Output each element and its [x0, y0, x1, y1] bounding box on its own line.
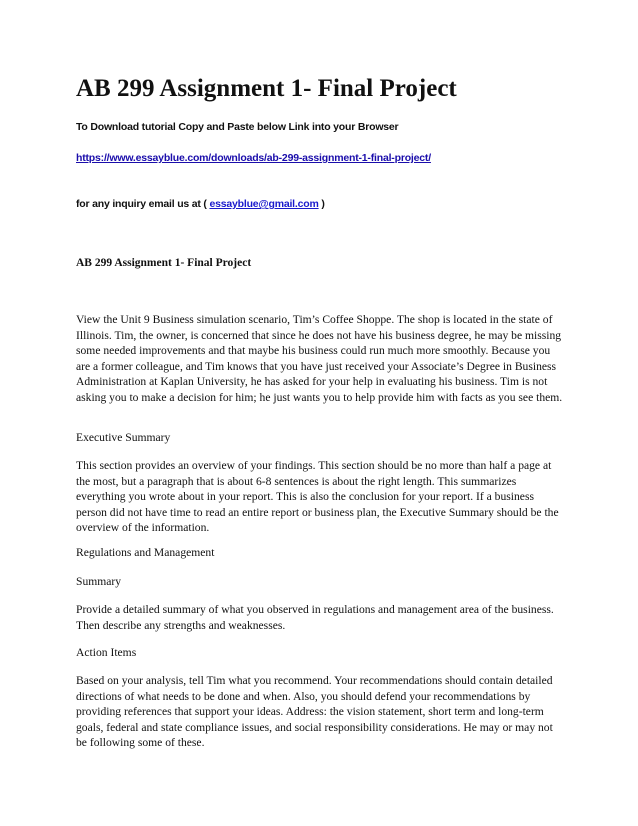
download-link[interactable]: https://www.essayblue.com/downloads/ab-299-assignment-1-final-project/: [76, 152, 431, 164]
inquiry-line: [76, 197, 325, 211]
heading-regulations-management: Regulations and Management: [76, 546, 215, 559]
intro-paragraph: View the Unit 9 Business simulation scenario, Tim’s Coffee Shoppe. The shop is located in the state of Illinois. Tim, the owner, is concerned that since he does not have his business degree, he may be missing some needed improvements and that maybe his business could run much more smoothly. Because you are a former colleague, and Tim knows that you have just received your Associate’s Degree in Business Administration at Kaplan University, he has asked for your help in evaluating his business. Tim is not asking you to make a decision for him; he just wants you to help provide him with facts as you see them.: [76, 313, 563, 404]
executive-summary-paragraph: This section provides an overview of your findings. This section should be no more than half a page at the most, but a paragraph that is about 6-8 sentences is about the right length. This summarizes everything you wrote about in your report. This is also the conclusion for your report. If a business person did not have time to read an entire report or business plan, the Executive Summary should be the overview of the information.: [76, 459, 559, 535]
heading-executive-summary: Executive Summary: [76, 431, 171, 444]
download-instruction: To Download tutorial Copy and Paste below Link into your Browser: [76, 121, 399, 133]
heading-action-items: Action Items: [76, 646, 137, 659]
action-items-paragraph: Based on your analysis, tell Tim what you recommend. Your recommendations should contain detailed directions of what needs to be done and when. Also, you should defend your recommendations by providing references that support your ideas. Address: the vision statement, short term and long-term goals, federal and state compliance issues, and social responsibility considerations. He may or may not be following some of these.: [76, 674, 553, 750]
page-title: AB 299 Assignment 1- Final Project: [76, 75, 457, 102]
inquiry-prefix: for any inquiry email us at (: [76, 198, 207, 210]
document-subtitle: AB 299 Assignment 1- Final Project: [76, 257, 252, 269]
inquiry-email-link[interactable]: essayblue@gmail.com: [209, 198, 319, 210]
heading-summary: Summary: [76, 575, 122, 588]
summary-paragraph: Provide a detailed summary of what you observed in regulations and management area of the business. Then describe any strengths and weaknesses.: [76, 603, 554, 632]
inquiry-suffix: ): [321, 198, 325, 210]
download-link-line: [76, 151, 431, 165]
